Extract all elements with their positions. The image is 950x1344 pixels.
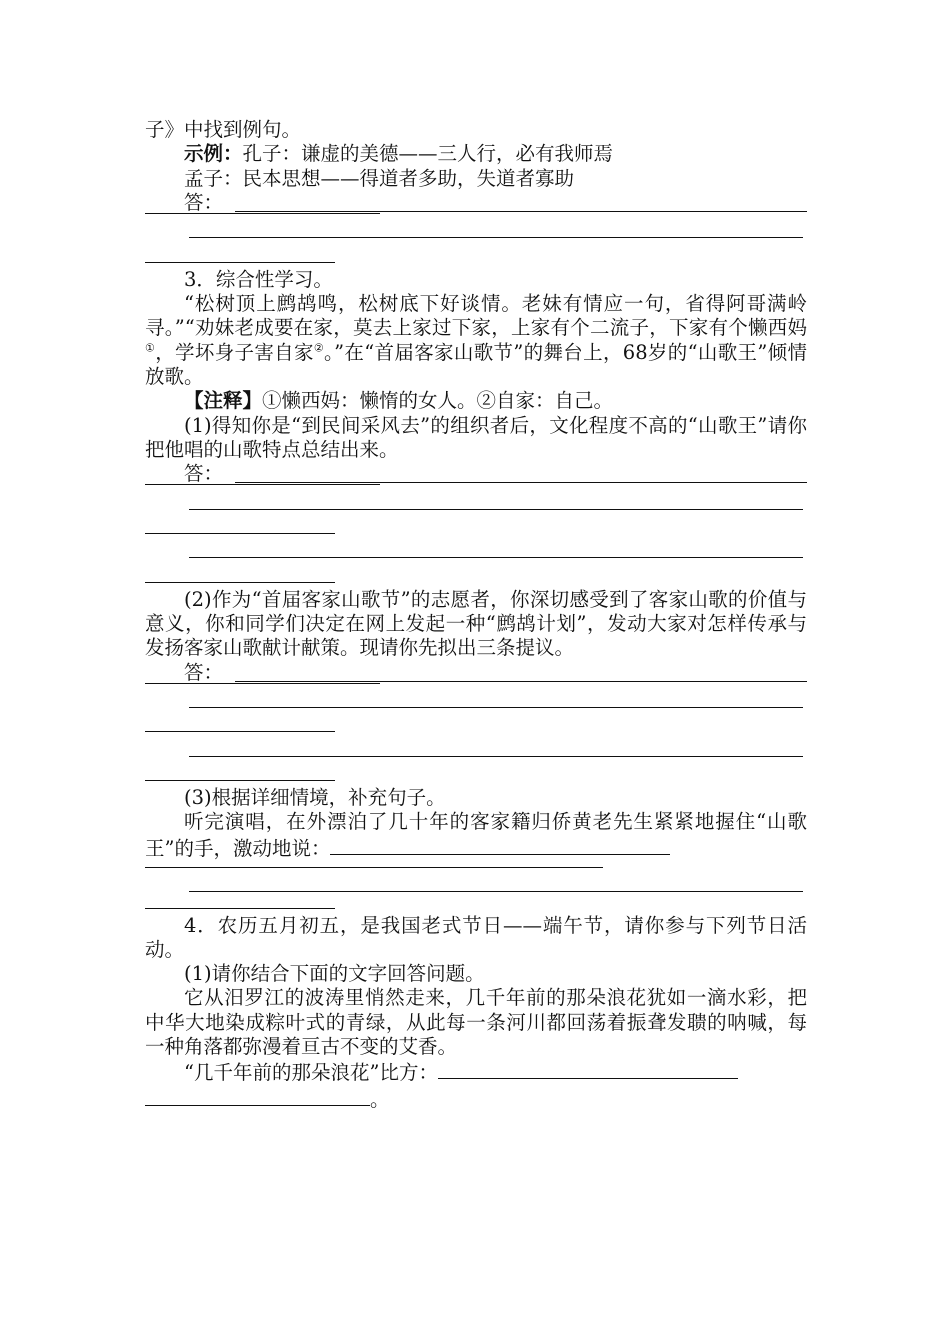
fill-blank[interactable] [438, 1059, 738, 1079]
answer-line[interactable] [145, 861, 807, 885]
example-label: 示例： [184, 142, 243, 166]
answer-line[interactable] [145, 733, 807, 757]
q4-prompt-line [145, 1059, 807, 1085]
answer-underline [145, 213, 380, 214]
note-text: ①懒西妈：懒惰的女人。②自家：自己。 [262, 389, 614, 413]
answer-underline [145, 484, 380, 485]
answer-underline [145, 780, 335, 781]
answer-line[interactable] [145, 239, 807, 263]
answer-line[interactable] [145, 709, 807, 733]
q3-sub3-text [145, 810, 807, 861]
answer-underline [189, 237, 803, 238]
answer-underline [145, 908, 335, 909]
q3-passage-mid: ，学坏身子害自家 [155, 340, 314, 364]
note-ref-2: ② [313, 341, 325, 355]
answer-underline [189, 509, 803, 510]
answer-underline [145, 867, 603, 868]
q4-prompt-end-line [145, 1086, 807, 1112]
q4-end-mark: 。 [370, 1087, 390, 1111]
q3-note [145, 389, 807, 413]
q3-passage-end: 。”在“首届客家山歌节”的舞台上，68岁的“山歌王”倾情放歌。 [145, 340, 807, 388]
example-line-2: 孟子：民本思想——得道者多助，失道者寡助 [184, 166, 575, 190]
answer-underline [235, 211, 807, 212]
answer-line[interactable] [145, 535, 807, 559]
answer-line[interactable] [145, 584, 807, 588]
answer-underline [189, 707, 803, 708]
answer-line[interactable] [145, 462, 807, 486]
answer-line[interactable] [145, 685, 807, 709]
fill-blank[interactable] [145, 1086, 370, 1106]
note-ref-1: ① [145, 341, 156, 355]
answer-underline [145, 533, 335, 534]
answer-underline [145, 262, 335, 263]
answer-underline [145, 582, 335, 583]
q3-passage [145, 292, 807, 389]
q4-title: 4．农历五月初五，是我国老式节日——端午节，请你参与下列节日活动。 [145, 913, 807, 961]
note-label: 【注释】 [184, 389, 263, 413]
answer-line[interactable] [145, 264, 807, 268]
answer-line[interactable] [145, 191, 807, 215]
answer-underline [235, 482, 807, 483]
q4-prompt: “几千年前的那朵浪花”比方： [184, 1061, 438, 1085]
fill-blank[interactable] [330, 835, 670, 855]
answer-line[interactable] [145, 782, 807, 786]
q3-sub3-prompt: 听完演唱，在外漂泊了几十年的客家籍归侨黄老先生紧紧地握住“山歌王”的手，激动地说： [145, 810, 807, 860]
document-page [145, 118, 807, 1112]
answer-underline [189, 891, 803, 892]
answer-underline [145, 683, 380, 684]
q3-sub2: (2)作为“首届客家山歌节”的志愿者，你深切感受到了客家山歌的价值与意义，你和同学们决定在网上发起一种“鹧鸪计划”，发动大家对怎样传承与发扬客家山歌献计献策。现请你先拟出三条提议。 [145, 587, 807, 660]
answer-underline [145, 731, 335, 732]
answer-line[interactable] [145, 486, 807, 510]
q4-sub1: (1)请你结合下面的文字回答问题。 [184, 962, 485, 986]
q3-passage-text: “松树顶上鹧鸪鸣，松树底下好谈情。老妹有情应一句，省得阿哥满岭寻。”“劝妹老成要在家，莫去上家过下家，上家有个二流子，下家有个懒西妈 [145, 292, 807, 340]
q3-sub3: (3)根据详细情境，补充句子。 [184, 786, 446, 810]
answer-line[interactable] [145, 910, 807, 914]
answer-underline [189, 557, 803, 558]
example-line-1 [145, 142, 807, 166]
intro-tail: 子》中找到例句。 [145, 118, 302, 141]
answer-line[interactable] [145, 511, 807, 535]
answer-label: 答： [184, 462, 224, 486]
answer-underline [235, 681, 807, 682]
q4-passage: 它从汨罗江的波涛里悄然走来，几千年前的那朵浪花犹如一滴水彩，把中华大地染成粽叶式的青绿，从此每一条河川都回荡着振聋发聩的呐喊，每一种角落都弥漫着亘古不变的艾香。 [145, 986, 807, 1058]
answer-line[interactable] [145, 559, 807, 583]
answer-line[interactable] [145, 215, 807, 239]
answer-label: 答： [184, 660, 224, 684]
answer-line[interactable] [145, 885, 807, 909]
q3-sub1: (1)得知你是“到民间采风去”的组织者后，文化程度不高的“山歌王”请你把他唱的山歌特点总结出来。 [145, 413, 807, 461]
q3-title: 3．综合性学习。 [184, 267, 333, 291]
answer-underline [189, 756, 803, 757]
answer-line[interactable] [145, 758, 807, 782]
answer-label: 答： [184, 190, 224, 214]
answer-line[interactable] [145, 661, 807, 685]
example-text-1: 孔子：谦虚的美德——三人行，必有我师焉 [242, 142, 614, 166]
